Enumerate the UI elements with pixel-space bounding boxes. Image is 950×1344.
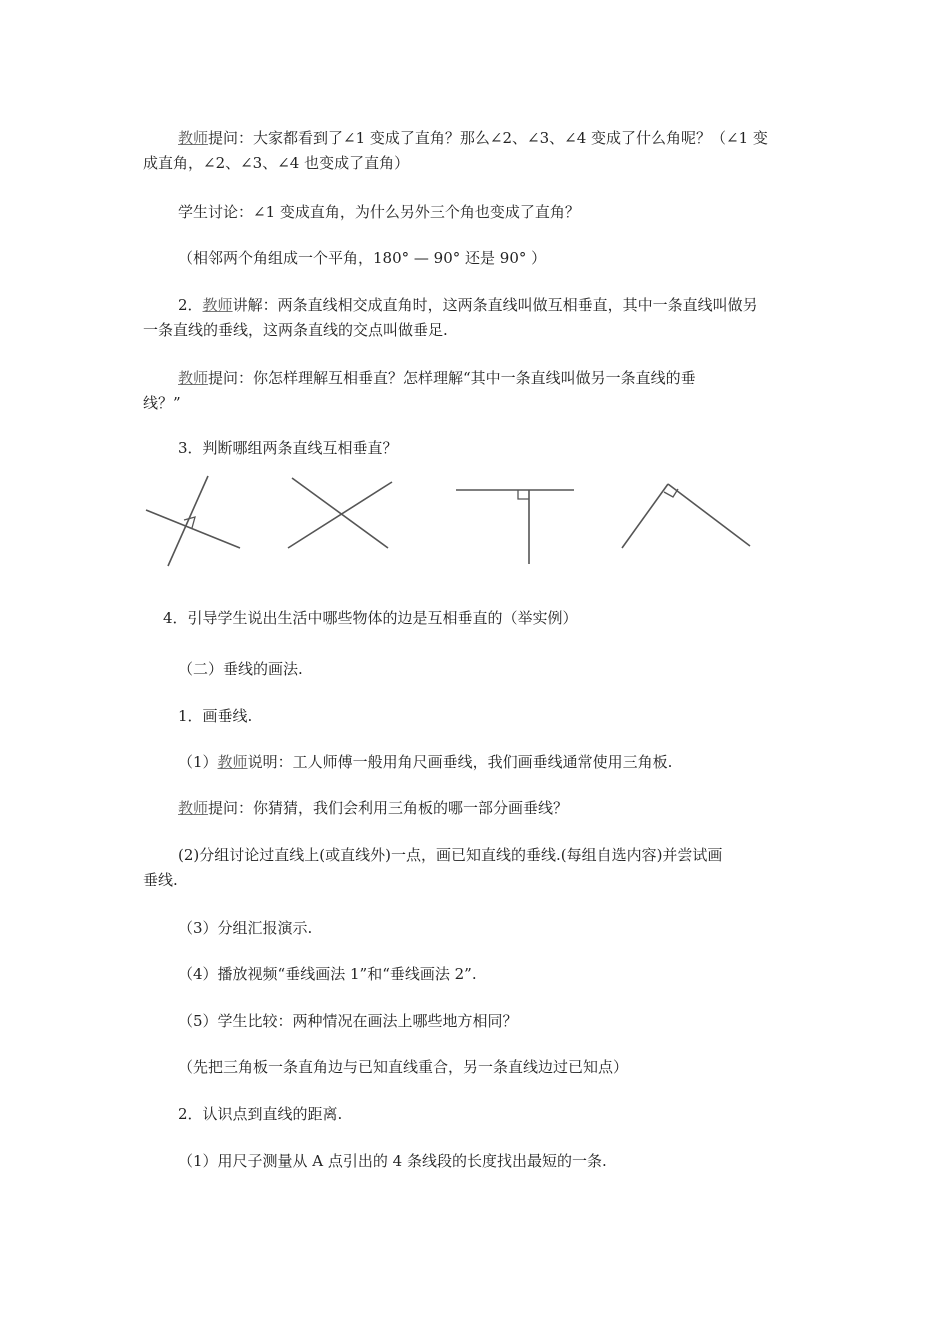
figure-1-tilted-perpendicular bbox=[146, 476, 240, 566]
section-heading-drawing: （二）垂线的画法. bbox=[178, 660, 303, 678]
perpendicular-figures bbox=[0, 470, 950, 580]
para-group-report: （3）分组汇报演示. bbox=[178, 919, 313, 937]
para-student-discussion: 学生讨论：∠1 变成直角，为什么另外三个角也变成了直角？ bbox=[178, 203, 580, 221]
figure-2-crossing-lines bbox=[288, 478, 392, 548]
para-real-life-examples: 4．引导学生说出生活中哪些物体的边是互相垂直的（举实例） bbox=[163, 609, 578, 627]
para-student-compare: （5）学生比较：两种情况在画法上哪些地方相同？ bbox=[178, 1012, 518, 1030]
para-text-line2: 垂线. bbox=[143, 871, 178, 889]
subheading-point-line-distance: 2．认识点到直线的距离. bbox=[178, 1105, 343, 1123]
para-teacher-question-3: 教师提问：你猜猜，我们会利用三角板的哪一部分画垂线？ bbox=[178, 799, 569, 817]
para-text-line2: 一条直线的垂线，这两条直线的交点叫做垂足. bbox=[143, 321, 448, 339]
teacher-link[interactable]: 教师 bbox=[178, 129, 209, 147]
para-text: 提问：大家都看到了∠1 变成了直角？那么∠2、∠3、∠4 变成了什么角呢？（∠1 变 bbox=[208, 129, 768, 147]
para-text-line2: 成直角，∠2、∠3、∠4 也变成了直角） bbox=[143, 154, 410, 172]
teacher-link[interactable]: 教师 bbox=[178, 369, 209, 387]
teacher-link[interactable]: 教师 bbox=[178, 799, 209, 817]
para-judge-question: 3．判断哪组两条直线互相垂直？ bbox=[178, 439, 398, 457]
para-explanation-note: （相邻两个角组成一个平角，180° — 90° 还是 90° ） bbox=[178, 249, 547, 267]
para-play-video: （4）播放视频“垂线画法 1”和“垂线画法 2”. bbox=[178, 965, 477, 983]
figure-3-t-shape bbox=[456, 490, 574, 564]
figure-4-right-angle bbox=[622, 484, 750, 548]
teacher-link[interactable]: 教师 bbox=[202, 296, 233, 314]
subheading-draw-perpendicular: 1．画垂线. bbox=[178, 707, 253, 725]
para-text-line2: 线？” bbox=[143, 394, 181, 412]
para-measure-segments: （1）用尺子测量从 A 点引出的 4 条线段的长度找出最短的一条. bbox=[178, 1152, 607, 1170]
teacher-link[interactable]: 教师 bbox=[217, 753, 248, 771]
para-teacher-explain-2: （1）教师说明：工人师傅一般用角尺画垂线，我们画垂线通常使用三角板. bbox=[178, 753, 673, 771]
para-method-note: （先把三角板一条直角边与已知直线重合，另一条直线边过已知点） bbox=[178, 1058, 629, 1076]
